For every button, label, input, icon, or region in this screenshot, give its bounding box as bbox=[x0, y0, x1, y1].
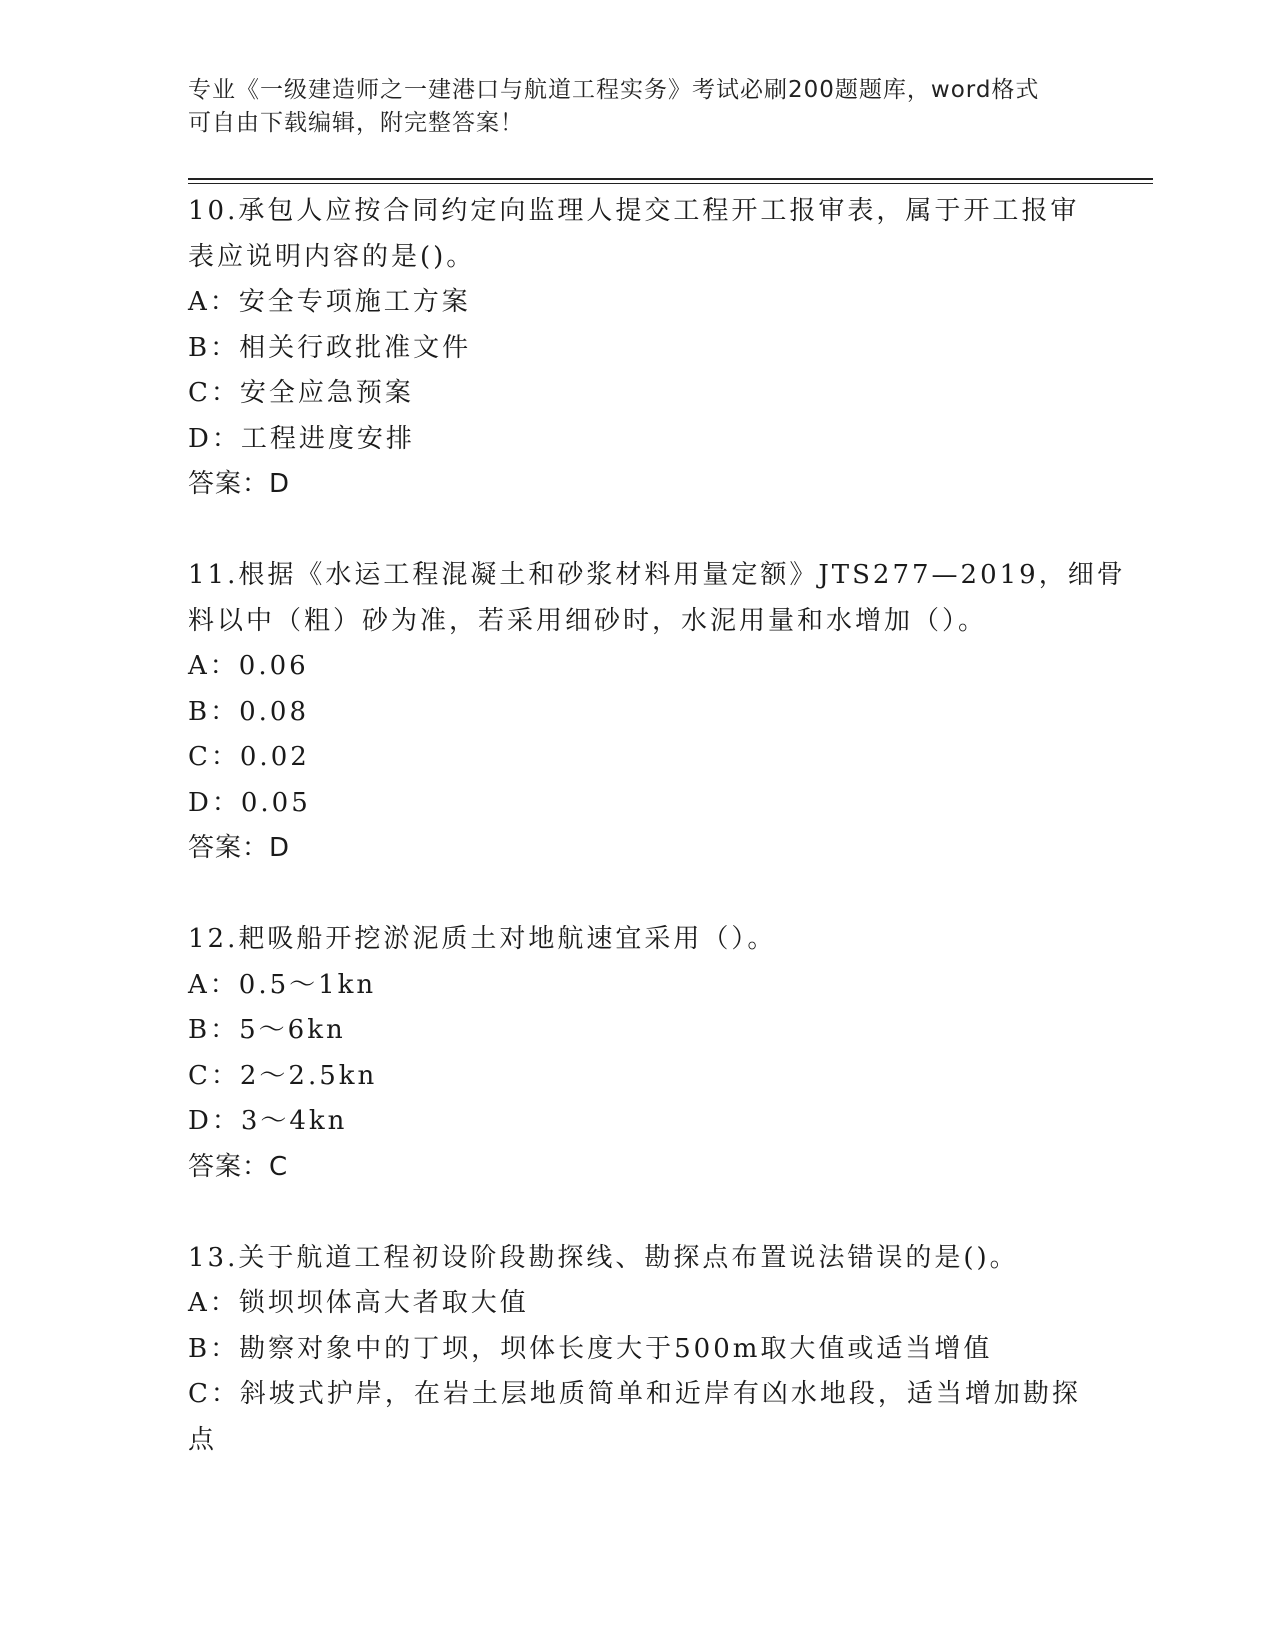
option-a: A：安全专项施工方案 bbox=[188, 287, 471, 317]
spacer bbox=[188, 508, 1088, 554]
option-c: C：安全应急预案 bbox=[188, 378, 414, 408]
document-header bbox=[188, 74, 1088, 140]
option-d: D：工程进度安排 bbox=[188, 423, 415, 454]
answer-line: 答案：D bbox=[188, 833, 291, 863]
option-b: B：勘察对象中的丁坝，坝体长度大于500m取大值或适当增值 bbox=[188, 1333, 993, 1364]
option-b: B：相关行政批准文件 bbox=[188, 332, 472, 363]
question-stem: 13.关于航道工程初设阶段勘探线、勘探点布置说法错误的是()。 bbox=[188, 1242, 1019, 1273]
option-c: C：0.02 bbox=[188, 742, 310, 772]
header-divider-thin bbox=[188, 183, 1153, 184]
option-d: D：0.05 bbox=[188, 787, 311, 818]
option-c: C：2～2.5kn bbox=[188, 1060, 378, 1091]
question-stem: 12.耙吸船开挖淤泥质土对地航速宜采用（）。 bbox=[188, 924, 777, 954]
option-a: A：0.5～1kn bbox=[188, 969, 377, 1000]
question-10 bbox=[188, 189, 1088, 508]
option-b: B：0.08 bbox=[188, 696, 309, 727]
option-d: D：3～4kn bbox=[188, 1106, 348, 1136]
header-divider-thick bbox=[188, 178, 1153, 180]
question-stem: 表应说明内容的是()。 bbox=[188, 241, 476, 272]
spacer bbox=[188, 872, 1088, 918]
question-stem: 11.根据《水运工程混凝土和砂浆材料用量定额》JTS277—2019，细骨 bbox=[188, 560, 1126, 590]
question-13 bbox=[188, 1236, 1088, 1464]
question-list bbox=[188, 189, 1126, 1463]
header-line-1: 专业《一级建造师之一建港口与航道工程实务》考试必刷200题题库，word格式 bbox=[188, 77, 1040, 103]
question-12 bbox=[188, 917, 1088, 1190]
spacer bbox=[188, 1190, 1088, 1236]
option-a: A：0.06 bbox=[188, 651, 309, 681]
question-11 bbox=[188, 553, 1126, 872]
header-line-2: 可自由下载编辑，附完整答案！ bbox=[188, 110, 524, 136]
question-stem: 10.承包人应按合同约定向监理人提交工程开工报审表，属于开工报审 bbox=[188, 196, 1080, 226]
answer-line: 答案：C bbox=[188, 1151, 289, 1182]
option-a: A：锁坝坝体高大者取大值 bbox=[188, 1288, 529, 1318]
option-b: B：5～6kn bbox=[188, 1015, 346, 1045]
option-c-continued: 点 bbox=[188, 1424, 218, 1455]
answer-line: 答案：D bbox=[188, 469, 291, 499]
question-stem: 料以中（粗）砂为准，若采用细砂时，水泥用量和水增加（）。 bbox=[188, 605, 988, 636]
option-c: C：斜坡式护岸，在岩土层地质简单和近岸有凶水地段，适当增加勘探 bbox=[188, 1379, 1081, 1409]
